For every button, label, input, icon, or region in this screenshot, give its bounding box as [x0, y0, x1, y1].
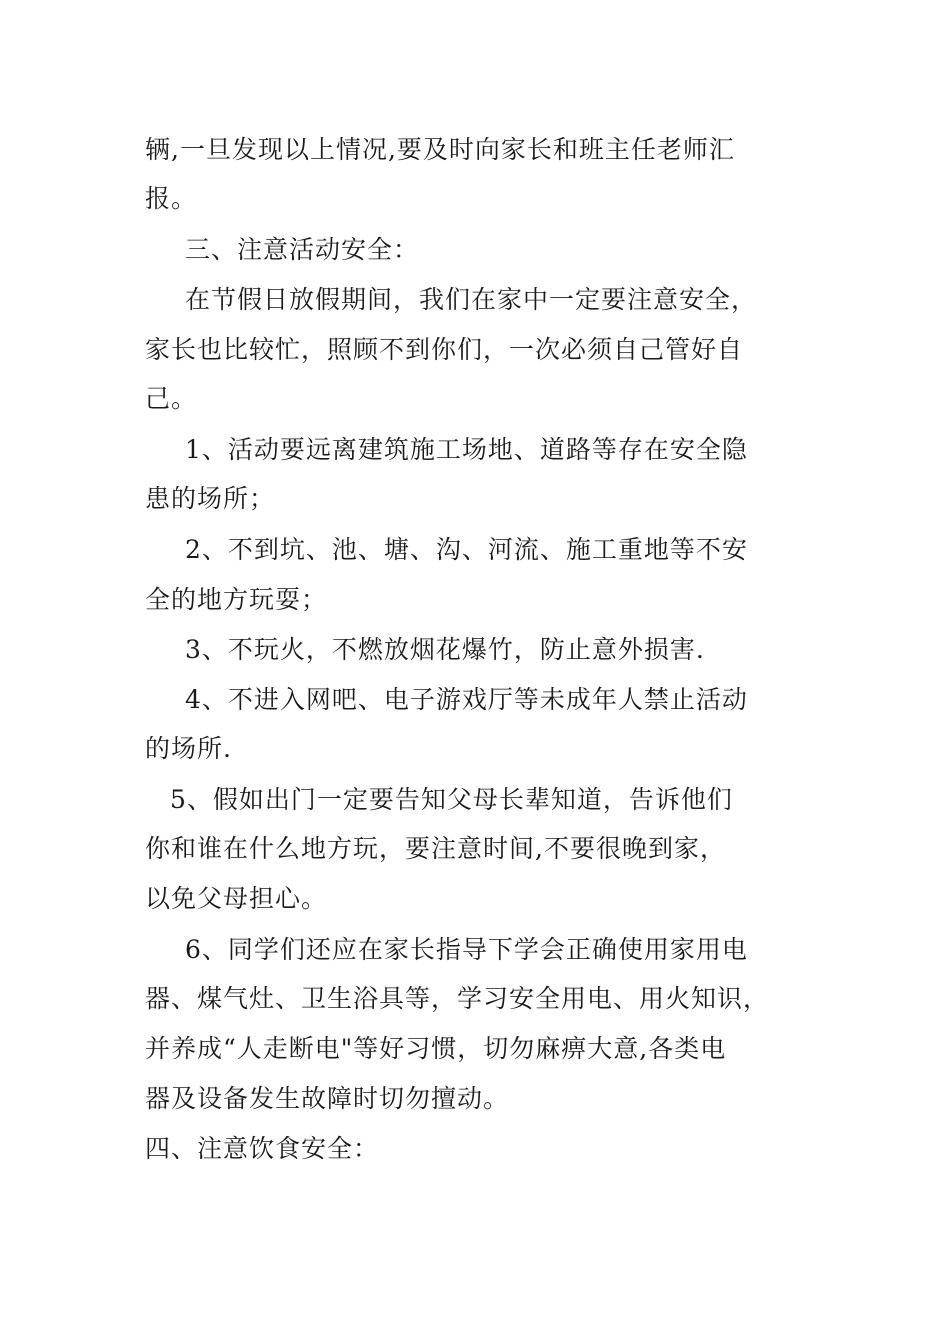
section-heading: 三、注意活动安全：	[185, 235, 420, 264]
text-line: 并养成“人走断电"等好习惯，切勿麻痹大意,各类电	[145, 1034, 727, 1063]
list-item: 2、不到坑、池、塘、沟、河流、施工重地等不安	[185, 535, 748, 564]
text-line: 辆,一旦发现以上情况,要及时向家长和班主任老师汇	[145, 135, 735, 164]
text-line: 器及设备发生故障时切勿擅动。	[145, 1084, 510, 1113]
text-line: 患的场所；	[145, 484, 276, 513]
text-line: 器、煤气灶、卫生浴具等，学习安全用电、用火知识，	[145, 984, 770, 1013]
text-line: 以免父母担心。	[145, 884, 328, 913]
text-line: 全的地方玩耍；	[145, 585, 328, 614]
text-line: 报。	[145, 184, 198, 213]
list-item: 3、不玩火，不燃放烟花爆竹，防止意外损害.	[185, 635, 705, 664]
text-line: 你和谁在什么地方玩，要注意时间,不要很晚到家，	[145, 834, 726, 863]
section-heading: 四、注意饮食安全：	[145, 1134, 380, 1163]
text-line: 的场所.	[145, 734, 232, 763]
text-line: 家长也比较忙，照顾不到你们，一次必须自己管好自	[145, 335, 744, 364]
list-item: 6、同学们还应在家长指导下学会正确使用家用电	[185, 935, 748, 964]
list-item: 5、假如出门一定要告知父母长辈知道，告诉他们	[170, 785, 733, 814]
list-item: 1、活动要远离建筑施工场地、道路等存在安全隐	[185, 435, 748, 464]
text-line: 己。	[145, 384, 198, 413]
list-item: 4、不进入网吧、电子游戏厅等未成年人禁止活动	[185, 685, 748, 714]
text-line: 在节假日放假期间，我们在家中一定要注意安全，	[185, 285, 758, 314]
